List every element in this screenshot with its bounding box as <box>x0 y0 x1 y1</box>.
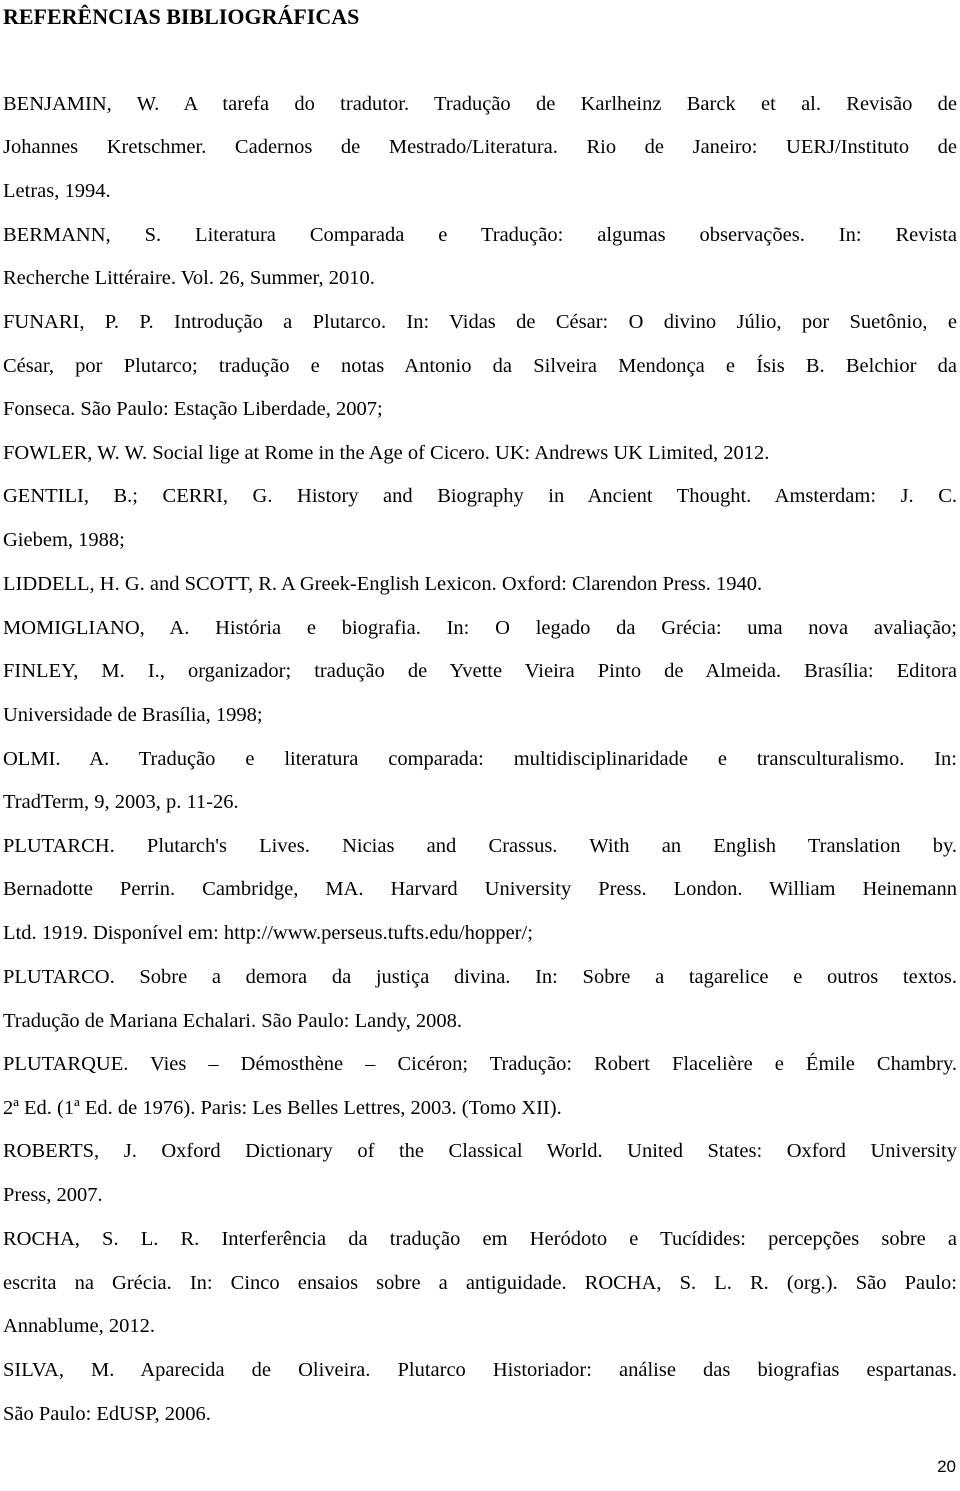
reference-line: FINLEY, M. I., organizador; tradução de Yvette Vieira Pinto de Almeida. Brasília: Editora <box>3 660 957 682</box>
reference-line: FUNARI, P. P. Introdução a Plutarco. In: Vidas de César: O divino Júlio, por Suetônio, e <box>3 311 957 333</box>
reference-line: São Paulo: EdUSP, 2006. <box>3 1403 211 1425</box>
page-number: 20 <box>937 1457 956 1476</box>
reference-line: Johannes Kretschmer. Cadernos de Mestrado/Literatura. Rio de Janeiro: UERJ/Instituto de <box>3 136 957 158</box>
reference-line: PLUTARQUE. Vies – Démosthène – Cicéron; Tradução: Robert Flacelière e Émile Chambry. <box>3 1053 957 1075</box>
reference-line: LIDDELL, H. G. and SCOTT, R. A Greek-English Lexicon. Oxford: Clarendon Press. 1940. <box>3 573 763 595</box>
reference-line: MOMIGLIANO, A. História e biografia. In: O legado da Grécia: uma nova avaliação; <box>3 617 957 639</box>
reference-line: BERMANN, S. Literatura Comparada e Tradução: algumas observações. In: Revista <box>3 224 957 246</box>
page-title: REFERÊNCIAS BIBLIOGRÁFICAS <box>3 4 360 29</box>
reference-line: Press, 2007. <box>3 1184 103 1206</box>
reference-line: Giebem, 1988; <box>3 529 125 551</box>
reference-line: PLUTARCH. Plutarch's Lives. Nicias and Crassus. With an English Translation by. <box>3 835 957 857</box>
reference-line: TradTerm, 9, 2003, p. 11-26. <box>3 791 239 813</box>
reference-line: Ltd. 1919. Disponível em: http://www.perseus.tufts.edu/hopper/; <box>3 922 533 944</box>
reference-line: Letras, 1994. <box>3 180 111 202</box>
reference-line: SILVA, M. Aparecida de Oliveira. Plutarco Historiador: análise das biografias espartanas. <box>3 1359 957 1381</box>
reference-line: César, por Plutarco; tradução e notas Antonio da Silveira Mendonça e Ísis B. Belchior da <box>3 355 957 377</box>
reference-line: escrita na Grécia. In: Cinco ensaios sobre a antiguidade. ROCHA, S. L. R. (org.). São Paulo: <box>3 1272 957 1294</box>
reference-line: FOWLER, W. W. Social lige at Rome in the Age of Cicero. UK: Andrews UK Limited, 2012. <box>3 442 770 464</box>
reference-line: Fonseca. São Paulo: Estação Liberdade, 2007; <box>3 398 383 420</box>
reference-line: BENJAMIN, W. A tarefa do tradutor. Tradução de Karlheinz Barck et al. Revisão de <box>3 93 957 115</box>
reference-line: OLMI. A. Tradução e literatura comparada: multidisciplinaridade e transculturalismo. In: <box>3 748 957 770</box>
reference-line: ROBERTS, J. Oxford Dictionary of the Classical World. United States: Oxford University <box>3 1140 957 1162</box>
reference-line: Bernadotte Perrin. Cambridge, MA. Harvard University Press. London. William Heinemann <box>3 878 957 900</box>
reference-line: 2ª Ed. (1ª Ed. de 1976). Paris: Les Belles Lettres, 2003. (Tomo XII). <box>3 1097 562 1119</box>
reference-line: Universidade de Brasília, 1998; <box>3 704 263 726</box>
reference-line: PLUTARCO. Sobre a demora da justiça divina. In: Sobre a tagarelice e outros textos. <box>3 966 957 988</box>
reference-line: ROCHA, S. L. R. Interferência da tradução em Heródoto e Tucídides: percepções sobre a <box>3 1228 957 1250</box>
reference-line: Recherche Littéraire. Vol. 26, Summer, 2010. <box>3 267 375 289</box>
reference-line: Annablume, 2012. <box>3 1315 156 1337</box>
reference-line: GENTILI, B.; CERRI, G. History and Biography in Ancient Thought. Amsterdam: J. C. <box>3 485 957 507</box>
reference-line: Tradução de Mariana Echalari. São Paulo: Landy, 2008. <box>3 1010 463 1032</box>
